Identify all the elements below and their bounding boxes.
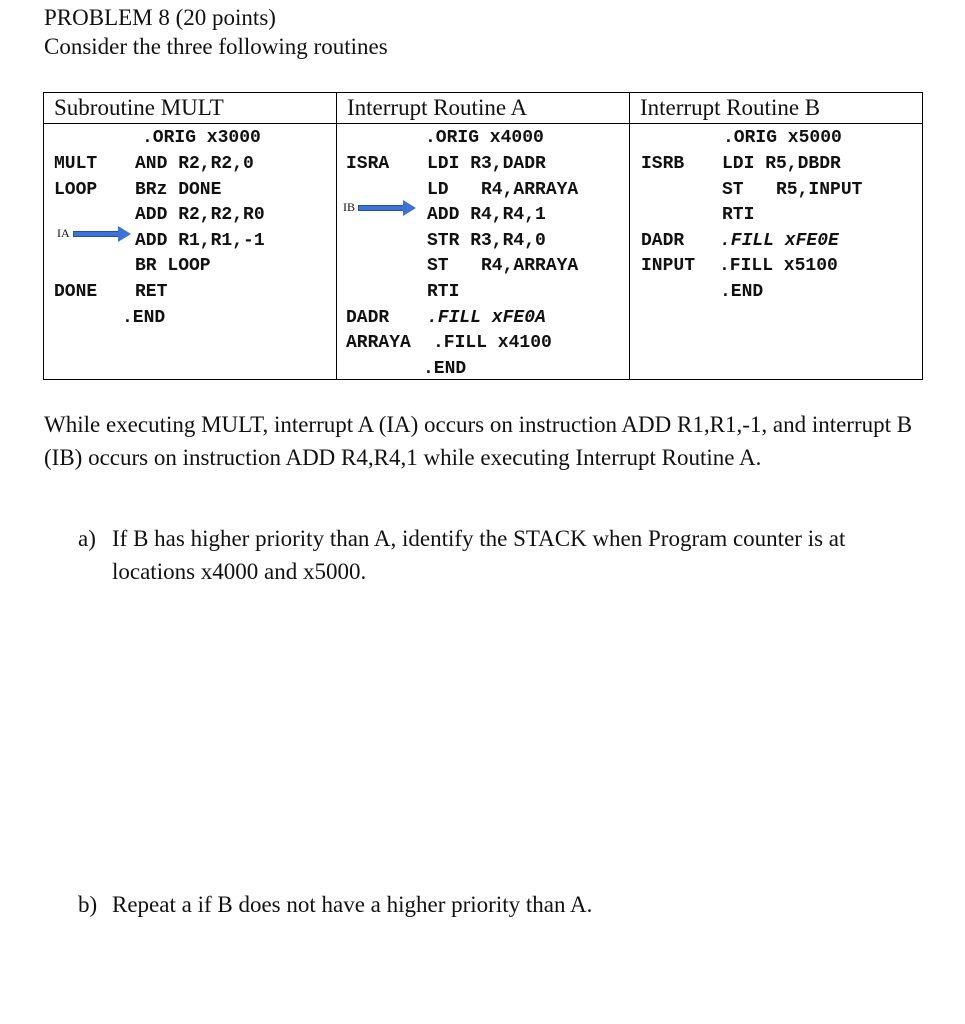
code-line: RTI <box>427 282 460 302</box>
isra-code-cell <box>337 124 630 380</box>
ib-marker <box>343 200 416 215</box>
code-line: .ORIG x3000 <box>142 128 261 148</box>
code-label: DADR <box>641 231 685 251</box>
code-label: LOOP <box>54 180 98 200</box>
code-line: LD R4,ARRAYA <box>427 180 579 200</box>
header-subroutine-mult: Subroutine MULT <box>44 93 337 124</box>
code-line: .FILL xFE0E <box>720 231 839 251</box>
code-line: .FILL xFE0A <box>427 308 546 328</box>
question-a-text: If B has higher priority than A, identify the STACK when Program counter is at locations x4000 and x5000. <box>112 526 846 584</box>
code-line: .ORIG x5000 <box>723 128 842 148</box>
code-label: ISRA <box>346 154 390 174</box>
code-line: .END <box>720 282 764 302</box>
problem-subtitle: Consider the three following routines <box>44 34 388 59</box>
code-line: .FILL x5100 <box>719 256 838 276</box>
code-line: ST R4,ARRAYA <box>427 256 579 276</box>
code-line: LDI R5,DBDR <box>722 154 841 174</box>
code-line: .END <box>122 308 166 328</box>
code-line: AND R2,R2,0 <box>135 154 254 174</box>
question-b <box>78 888 592 921</box>
arrow-right-icon <box>73 230 131 238</box>
code-line: ADD R4,R4,1 <box>427 205 546 225</box>
code-label: MULT <box>54 154 98 174</box>
header-interrupt-b: Interrupt Routine B <box>630 93 923 124</box>
code-line: LDI R3,DADR <box>427 154 546 174</box>
mult-code-cell <box>44 124 337 380</box>
arrow-right-icon <box>358 204 416 212</box>
routines-table <box>43 92 923 380</box>
code-label: DONE <box>54 282 98 302</box>
code-line: RTI <box>722 205 755 225</box>
ia-marker <box>57 226 131 241</box>
code-line: RET <box>135 282 168 302</box>
ia-label: IA <box>57 226 70 240</box>
code-line: BR LOOP <box>135 256 211 276</box>
code-label: ARRAYA <box>346 333 411 353</box>
problem-description: While executing MULT, interrupt A (IA) occurs on instruction ADD R1,R1,-1, and interrupt B (IB) occurs on instruction ADD R4,R4,1 while executing Interrupt Routine A. <box>44 412 913 470</box>
code-line: .END <box>423 359 467 379</box>
question-a <box>78 522 918 588</box>
code-line: ST R5,INPUT <box>722 180 863 200</box>
code-line: .FILL x4100 <box>433 333 552 353</box>
code-line: BRz DONE <box>135 180 222 200</box>
problem-title: PROBLEM 8 (20 points) <box>44 5 276 30</box>
code-label: ISRB <box>641 154 685 174</box>
code-label: INPUT <box>641 256 696 276</box>
question-b-label: b) <box>78 892 98 917</box>
isrb-code-cell <box>630 124 923 380</box>
code-line: ADD R2,R2,R0 <box>135 205 265 225</box>
header-interrupt-a: Interrupt Routine A <box>337 93 630 124</box>
code-label: DADR <box>346 308 390 328</box>
code-line: .ORIG x4000 <box>425 128 544 148</box>
code-line: STR R3,R4,0 <box>427 231 546 251</box>
question-b-text: Repeat a if B does not have a higher priority than A. <box>112 892 593 917</box>
code-line: ADD R1,R1,-1 <box>135 231 265 251</box>
ib-label: IB <box>343 200 355 214</box>
question-a-label: a) <box>78 526 96 551</box>
